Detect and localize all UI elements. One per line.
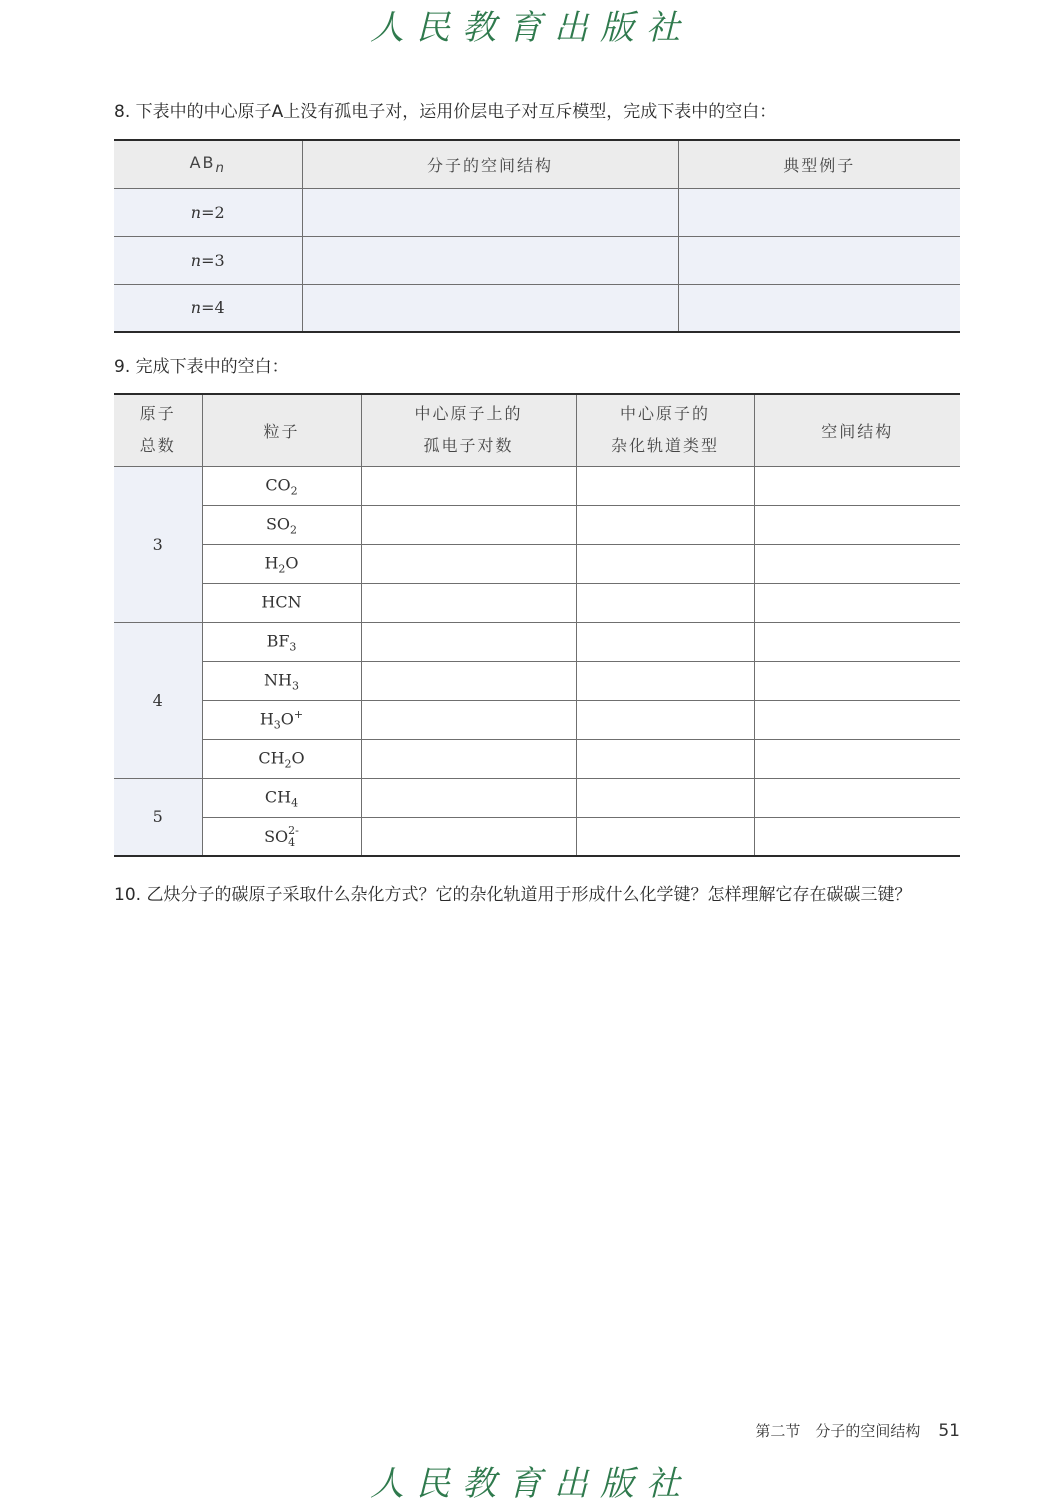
header-hybrid-type: 中心原子的 杂化轨道类型: [576, 394, 754, 466]
blank-cell[interactable]: [361, 505, 576, 544]
header-geometry: 分子的空间结构: [302, 140, 678, 188]
header-example: 典型例子: [678, 140, 960, 188]
blank-cell[interactable]: [576, 544, 754, 583]
question-9: 9. 完成下表中的空白：: [114, 357, 289, 377]
table-abn-structures: [114, 139, 960, 333]
blank-cell[interactable]: [576, 583, 754, 622]
particle-formula: $CO_2$: [202, 466, 361, 505]
blank-cell[interactable]: [754, 622, 960, 661]
table-hybridization: [114, 393, 960, 857]
particle-formula: $BF_3$: [202, 622, 361, 661]
blank-cell[interactable]: [361, 661, 576, 700]
blank-cell[interactable]: [361, 583, 576, 622]
blank-cell[interactable]: [361, 700, 576, 739]
blank-cell[interactable]: [302, 236, 678, 284]
section-title: 第二节 分子的空间结构: [755, 1422, 921, 1440]
blank-cell[interactable]: [361, 622, 576, 661]
particle-formula: $SO_4^{2-}$: [202, 817, 361, 856]
blank-cell[interactable]: [678, 188, 960, 236]
blank-cell[interactable]: [576, 661, 754, 700]
particle-formula: $CH_4$: [202, 778, 361, 817]
blank-cell[interactable]: [361, 739, 576, 778]
header-atom-total: 原子 总数: [114, 394, 202, 466]
blank-cell[interactable]: [754, 817, 960, 856]
particle-formula: $SO_2$: [202, 505, 361, 544]
particle-formula: $H_2O$: [202, 544, 361, 583]
blank-cell[interactable]: [754, 661, 960, 700]
atom-total-cell: 3: [114, 466, 202, 622]
publisher-logo-top: 人民教育出版社: [370, 8, 692, 48]
blank-cell[interactable]: [576, 817, 754, 856]
header-particle: 粒子: [202, 394, 361, 466]
blank-cell[interactable]: [576, 700, 754, 739]
publisher-logo-bottom: 人民教育出版社: [370, 1464, 692, 1504]
particle-formula: $NH_3$: [202, 661, 361, 700]
blank-cell[interactable]: [678, 284, 960, 332]
blank-cell[interactable]: [754, 466, 960, 505]
blank-cell[interactable]: [754, 778, 960, 817]
row-label: n=3: [114, 236, 302, 284]
page-footer: [755, 1420, 960, 1441]
particle-formula: HCN: [202, 583, 361, 622]
blank-cell[interactable]: [576, 622, 754, 661]
blank-cell[interactable]: [302, 284, 678, 332]
blank-cell[interactable]: [576, 505, 754, 544]
header-lone-pairs: 中心原子上的 孤电子对数: [361, 394, 576, 466]
particle-formula: $CH_2O$: [202, 739, 361, 778]
atom-total-cell: 5: [114, 778, 202, 856]
blank-cell[interactable]: [361, 778, 576, 817]
row-label: n=2: [114, 188, 302, 236]
question-10: 10. 乙炔分子的碳原子采取什么杂化方式？它的杂化轨道用于形成什么化学键？怎样理解它存在碳碳三键？: [114, 885, 912, 905]
blank-cell[interactable]: [754, 583, 960, 622]
blank-cell[interactable]: [754, 739, 960, 778]
header-geometry: 空间结构: [754, 394, 960, 466]
blank-cell[interactable]: [678, 236, 960, 284]
blank-cell[interactable]: [361, 544, 576, 583]
row-label: n=4: [114, 284, 302, 332]
blank-cell[interactable]: [361, 466, 576, 505]
blank-cell[interactable]: [754, 505, 960, 544]
page-number: 51: [938, 1421, 960, 1441]
blank-cell[interactable]: [754, 700, 960, 739]
question-8: 8. 下表中的中心原子A上没有孤电子对，运用价层电子对互斥模型，完成下表中的空白：: [114, 102, 777, 122]
blank-cell[interactable]: [576, 739, 754, 778]
particle-formula: $H_3O^+$: [202, 700, 361, 739]
header-abn: $AB_n$: [114, 140, 302, 188]
blank-cell[interactable]: [576, 466, 754, 505]
blank-cell[interactable]: [576, 778, 754, 817]
blank-cell[interactable]: [302, 188, 678, 236]
atom-total-cell: 4: [114, 622, 202, 778]
blank-cell[interactable]: [361, 817, 576, 856]
blank-cell[interactable]: [754, 544, 960, 583]
